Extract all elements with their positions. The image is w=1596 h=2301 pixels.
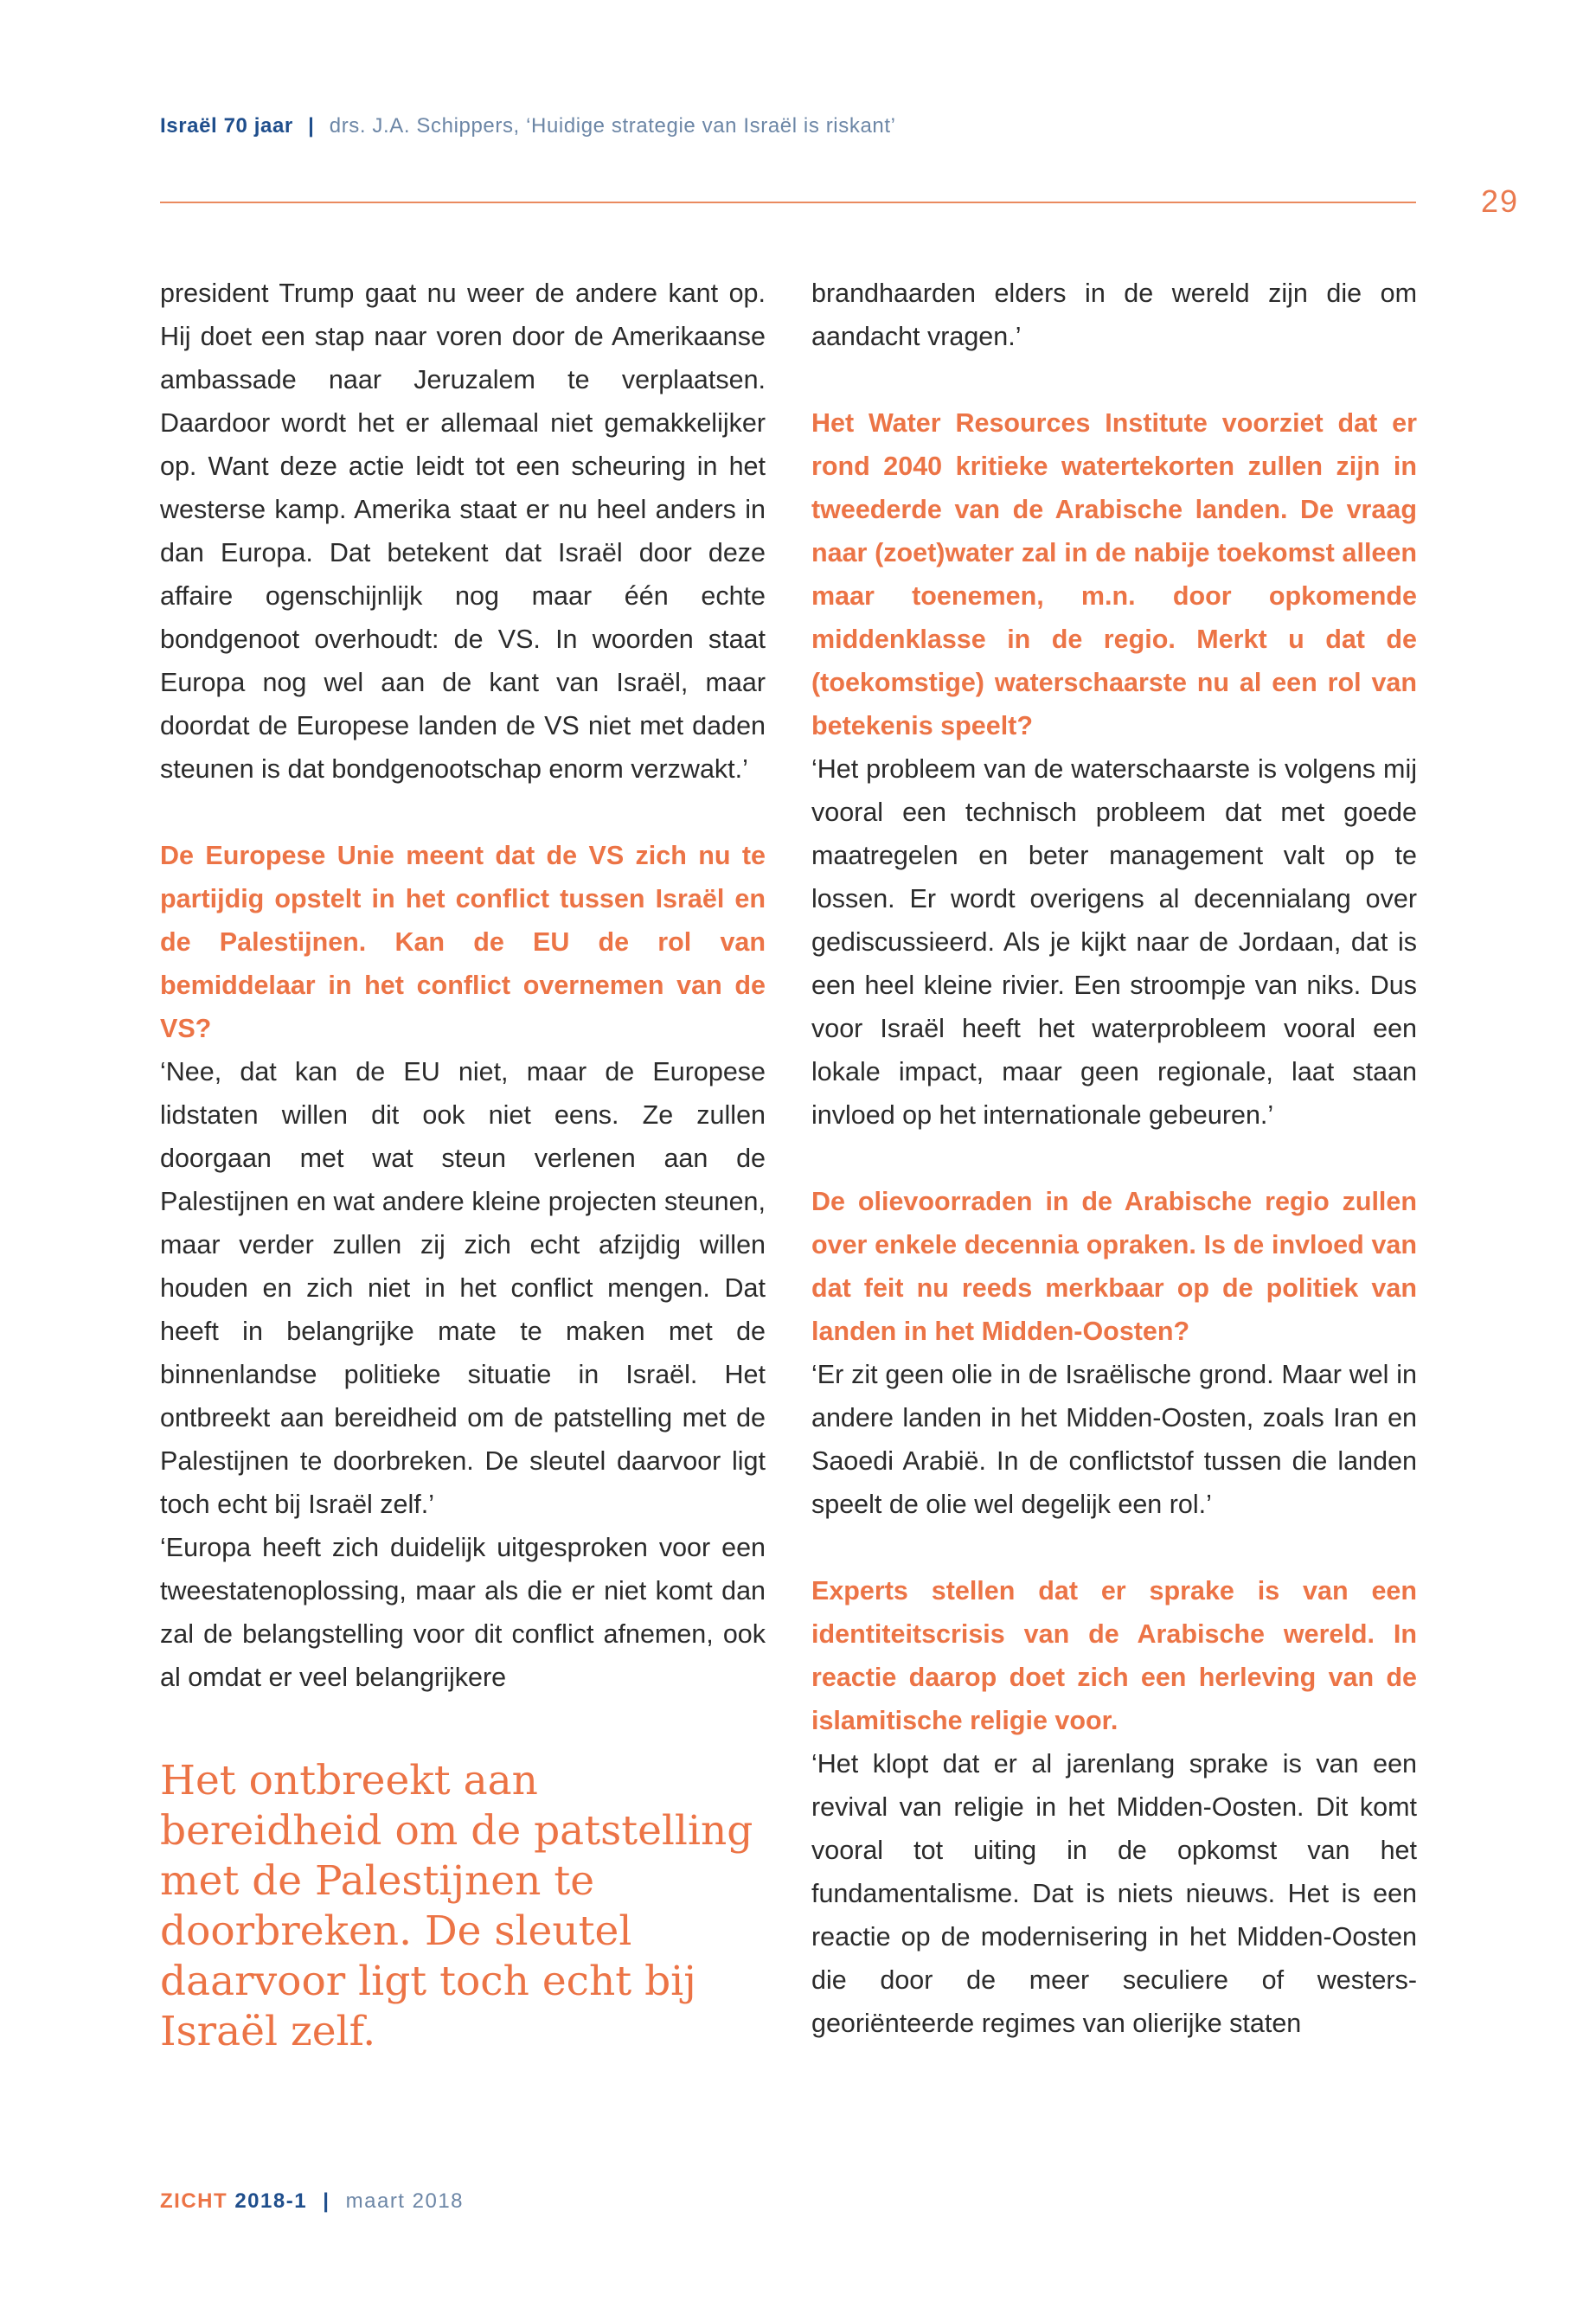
left-column bbox=[160, 272, 766, 2057]
issue-date: maart 2018 bbox=[345, 2189, 465, 2213]
paragraph: ‘Nee, dat kan de EU niet, maar de Europese lidstaten willen dit ook niet eens. Ze zullen doorgaan met wat steun verlenen aan de Palestijnen en wat andere kleine projecten steunen, maar verder zullen zij zich echt afzijdig willen houden en zich niet in het conflict mengen. Dat heeft in belangrijke mate te maken met de binnenlandse politieke situatie in Israël. Het ontbreekt aan bereidheid om de patstelling met de Palestijnen te doorbreken. De sleutel daarvoor ligt toch echt bij Israël zelf.’ bbox=[160, 1057, 766, 1519]
interview-question: Het Water Resources Institute voorziet dat er rond 2040 kritieke watertekorten zullen zijn in tweederde van de Arabische landen. De vraag naar (zoet)water zal in de nabije toekomst alleen maar toenemen, m.n. door opkomende middenklasse in de regio. Merkt u dat de (toekomstige) waterschaarste nu al een rol van betekenis speelt? bbox=[811, 408, 1417, 740]
article-reference: drs. J.A. Schippers, ‘Huidige strategie van Israël is riskant’ bbox=[329, 114, 896, 138]
header-separator: | bbox=[308, 114, 315, 138]
paragraph: ‘Europa heeft zich duidelijk uitgesproken voor een tweestatenoplossing, maar als die er niet komt dan zal de belangstelling voor dit conflict afnemen, ook al omdat er veel belangrijkere bbox=[160, 1533, 766, 1692]
spacer bbox=[811, 1526, 1417, 1569]
right-column bbox=[811, 272, 1417, 2045]
spacer bbox=[811, 358, 1417, 401]
footer-separator: | bbox=[323, 2189, 330, 2213]
spacer bbox=[811, 1137, 1417, 1180]
magazine-brand: ZICHT bbox=[160, 2189, 228, 2213]
footer bbox=[160, 2189, 464, 2214]
spacer bbox=[160, 1699, 766, 1756]
issue-number: 2018-1 bbox=[234, 2189, 308, 2213]
spacer bbox=[160, 791, 766, 834]
interview-question: De Europese Unie meent dat de VS zich nu te partijdig opstelt in het conflict tussen Israël en de Palestijnen. Kan de EU de rol van bemiddelaar in het conflict overnemen van de VS? bbox=[160, 841, 766, 1043]
paragraph: brandhaarden elders in de wereld zijn die om aandacht vragen.’ bbox=[811, 279, 1417, 351]
page-number: 29 bbox=[1481, 183, 1520, 219]
interview-question: De olievoorraden in de Arabische regio zullen over enkele decennia opraken. Is de invloed van dat feit nu reeds merkbaar op de politiek van landen in het Midden-Oosten? bbox=[811, 1187, 1417, 1346]
paragraph: ‘Het klopt dat er al jarenlang sprake is van een revival van religie in het Midden-Oosten. Dit komt vooral tot uiting in de opkomst van het fundamentalisme. Dat is niets nieuws. Het is een reactie op de modernisering in het Midden-Oosten die door de meer seculiere of westers-georiënteerde regimes van olierijke staten bbox=[811, 1749, 1417, 2038]
running-head bbox=[160, 114, 896, 138]
header-rule bbox=[160, 202, 1416, 203]
paragraph: ‘Het probleem van de waterschaarste is volgens mij vooral een technisch probleem dat met goede maatregelen en beter management valt op te lossen. Er wordt overigens al decennialang over gediscussieerd. Als je kijkt naar de Jordaan, dat is een heel kleine rivier. Een stroompje van niks. Dus voor Israël heeft het waterprobleem vooral een lokale impact, maar geen regionale, laat staan invloed op het internationale gebeuren.’ bbox=[811, 754, 1417, 1130]
pull-quote: Het ontbreekt aan bereidheid om de patstelling met de Palestijnen te doorbreken. De sleutel daarvoor ligt toch echt bij Israël zelf. bbox=[160, 1757, 753, 2055]
paragraph: president Trump gaat nu weer de andere kant op. Hij doet een stap naar voren door de Amerikaanse ambassade naar Jeruzalem te verplaatsen. Daardoor wordt het er allemaal niet gemakkelijker op. Want deze actie leidt tot een scheuring in het westerse kamp. Amerika staat er nu heel anders in dan Europa. Dat betekent dat Israël door deze affaire ogenschijnlijk nog maar één echte bondgenoot overhoudt: de VS. In woorden staat Europa nog wel aan de kant van Israël, maar doordat de Europese landen de VS niet met daden steunen is dat bondgenootschap enorm verzwakt.’ bbox=[160, 279, 766, 784]
interview-question: Experts stellen dat er sprake is van een identiteitscrisis van de Arabische wereld. In reactie daarop doet zich een herleving van de islamitische religie voor. bbox=[811, 1576, 1417, 1735]
series-title: Israël 70 jaar bbox=[160, 114, 293, 138]
paragraph: ‘Er zit geen olie in de Israëlische grond. Maar wel in andere landen in het Midden-Oosten, zoals Iran en Saoedi Arabië. In de conflictstof tussen die landen speelt de olie wel degelijk een rol.’ bbox=[811, 1360, 1417, 1519]
